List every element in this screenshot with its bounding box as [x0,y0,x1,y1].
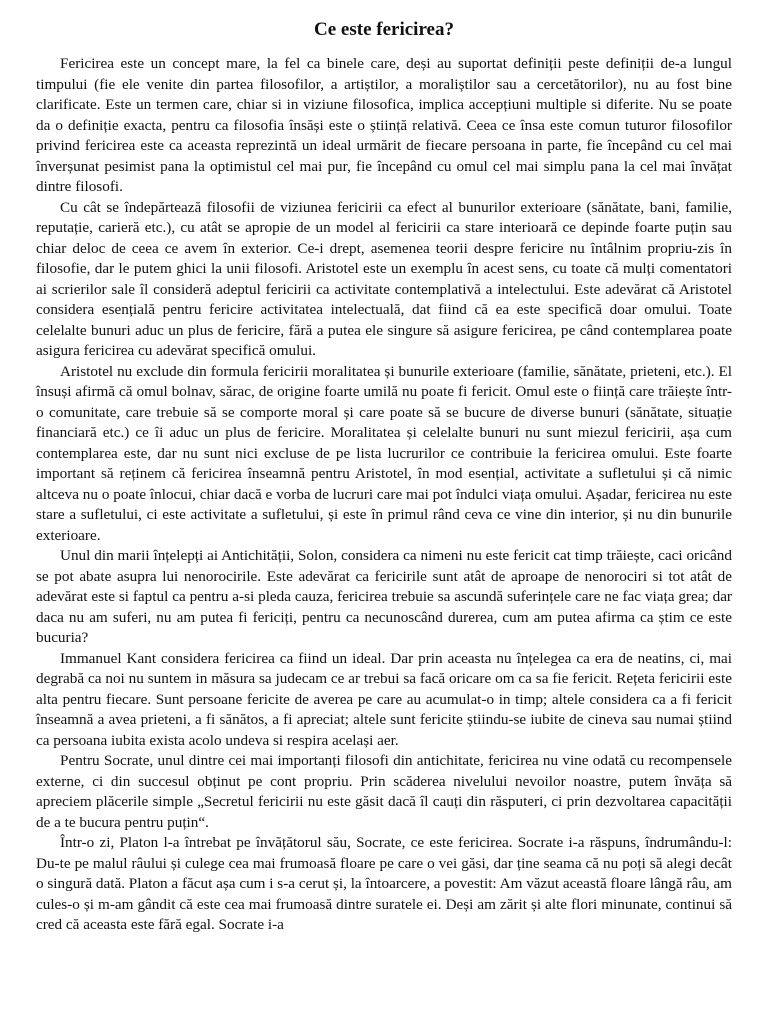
paragraph-interior-happiness: Cu cât se îndepărtează filosofii de viziunea fericirii ca efect al bunurilor exterioare (sănătate, bani, familie, reputație, carieră etc.), cu atât se apropie de un model al fericirii ca stare interioară ce depinde foarte puțin sau chiar deloc de ceea ce avem în exterior. Ce-i drept, asemenea teorii despre fericire nu întâlnim propriu-zis în filosofie, dar le putem ghici la unii filosofi. Aristotel este un exemplu în acest sens, cu toate că mulți comentatori ai scrierilor sale îl consideră adeptul fericirii ca activitate contemplativă a intelectului. Este adevărat că Aristotel considera esențială pentru fericire activitatea intelectuală, dat fiind că ea este specifică doar omului. Toate celelalte bunuri aduc un plus de fericire, fără a putea ele singure să asigure fericirea, pe când contemplarea poate asigura fericirea cu adevărat specifică omului. [36,198,732,359]
paragraph-definition: Fericirea este un concept mare, la fel ca binele care, deși au suportat definiții peste definiții de-a lungul timpului (fie ele venite din partea filosofilor, a artiștilor, a moraliștilor sau a cercetătorilor), nu au fost bine clarificate. Este un termen care, chiar si in viziune filosofica, implica accepțiuni multiple si diferite. Nu se poate da o definiție exacta, pentru ca filosofia însăși este o știință relativă. Ceea ce însa este comun tuturor filosofilor privind fericirea este ca aceasta reprezintă un ideal urmărit de fiecare persoana in parte, fie începând cu cel mai înverșunat pesimist pana la optimistul cel mai pur, fie începând cu omul cel mai simplu pana la cel mai învățat dintre filosofi. [36,55,732,195]
paragraph-solon: Unul din marii înțelepți ai Antichității, Solon, considera ca nimeni nu este fericit cat timp trăiește, caci oricând se pot abate asupra lui nenorocirile. Este adevărat ca fericirile sunt atât de aproape de nenorociri si tot atât de adevărat este si faptul ca pentru a-si pleda cauza, fericirea trebuie sa ascundă suferințele care ne fac viața grea; dar daca nu am suferi, nu am putea fi fericiți, pentru ca necunoscând durerea, cum am putea afirma ca știm ce este bucuria? [36,547,732,646]
document-title: Ce este fericirea? [314,19,454,40]
paragraph-plato-story: Într-o zi, Platon l-a întrebat pe învățătorul său, Socrate, ce este fericirea. Socrate i-a răspuns, îndrumându-l: Du-te pe malul râului și culege cea mai frumoasă floare pe care o vei găsi, dar ține seama că nu poți să alegi decât o singură dată. Platon a făcut așa cum i s-a cerut și, la întoarcere, a povestit: Am văzut această floare lângă râu, am cules-o și m-am gândit că este cea mai frumoasă dintre suratele ei. Deși am zărit și alte flori minunate, continui să cred că aceasta este fără egal. Socrate i-a [36,834,732,933]
paragraph-kant: Immanuel Kant considera fericirea ca fiind un ideal. Dar prin aceasta nu înțelegea ca era de neatins, ci, mai degrabă ca noi nu suntem in măsura sa judecam ce ar trebui sa facă oricare om ca sa fie fericit. Rețeta fericirii este alta pentru fiecare. Sunt persoane fericite de averea pe care au acumulat-o in timp; altele considera ca a fi fericit înseamnă a avea prieteni, a fi sănătos, a fi apreciat; altele sunt fericite știindu-se iubite de cineva sau numai știind ca persoana iubita exista acolo undeva si respira același aer. [36,649,732,749]
paragraph-socrates: Pentru Socrate, unul dintre cei mai importanți filosofi din antichitate, fericirea nu vine odată cu recompensele externe, ci din succesul obținut pe cont propriu. Prin scăderea nivelului nevoilor noastre, putem învăța să apreciem plăcerile simple „Secretul fericirii nu este găsit dacă îl cauți din răsputeri, ci prin dezvoltarea capacității de a te bucura pentru puțin“. [36,752,732,831]
document-page [36,18,732,936]
paragraph-aristotle: Aristotel nu exclude din formula fericirii moralitatea și bunurile exterioare (familie, sănătate, prieteni, etc.). El însuși afirmă că omul bolnav, sărac, de origine foarte umilă nu poate fi fericit. Omul este o ființă care trăiește într-o comunitate, care trebuie să se comporte moral și care poate să se bucure de diverse bunuri (sănătate, situație financiară etc.) ce îi aduc un plus de fericire. Moralitatea și celelalte bunuri nu sunt miezul fericirii, așa cum contemplarea este, dar nu sunt nici excluse de pe lista lucrurilor ce contribuie la fericirea omului. Este foarte important să reținem că fericirea înseamnă pentru Aristotel, în mod esențial, activitate a sufletului și că nimic altceva nu o poate înlocui, chiar dacă e vorba de lucruri care mai pot îndulci viața omului. Așadar, fericirea nu este stare a sufletului, ci este activitate a sufletului, și este în primul rând ceva ce vine din interior, și nu din bunurile exterioare. [36,362,732,544]
